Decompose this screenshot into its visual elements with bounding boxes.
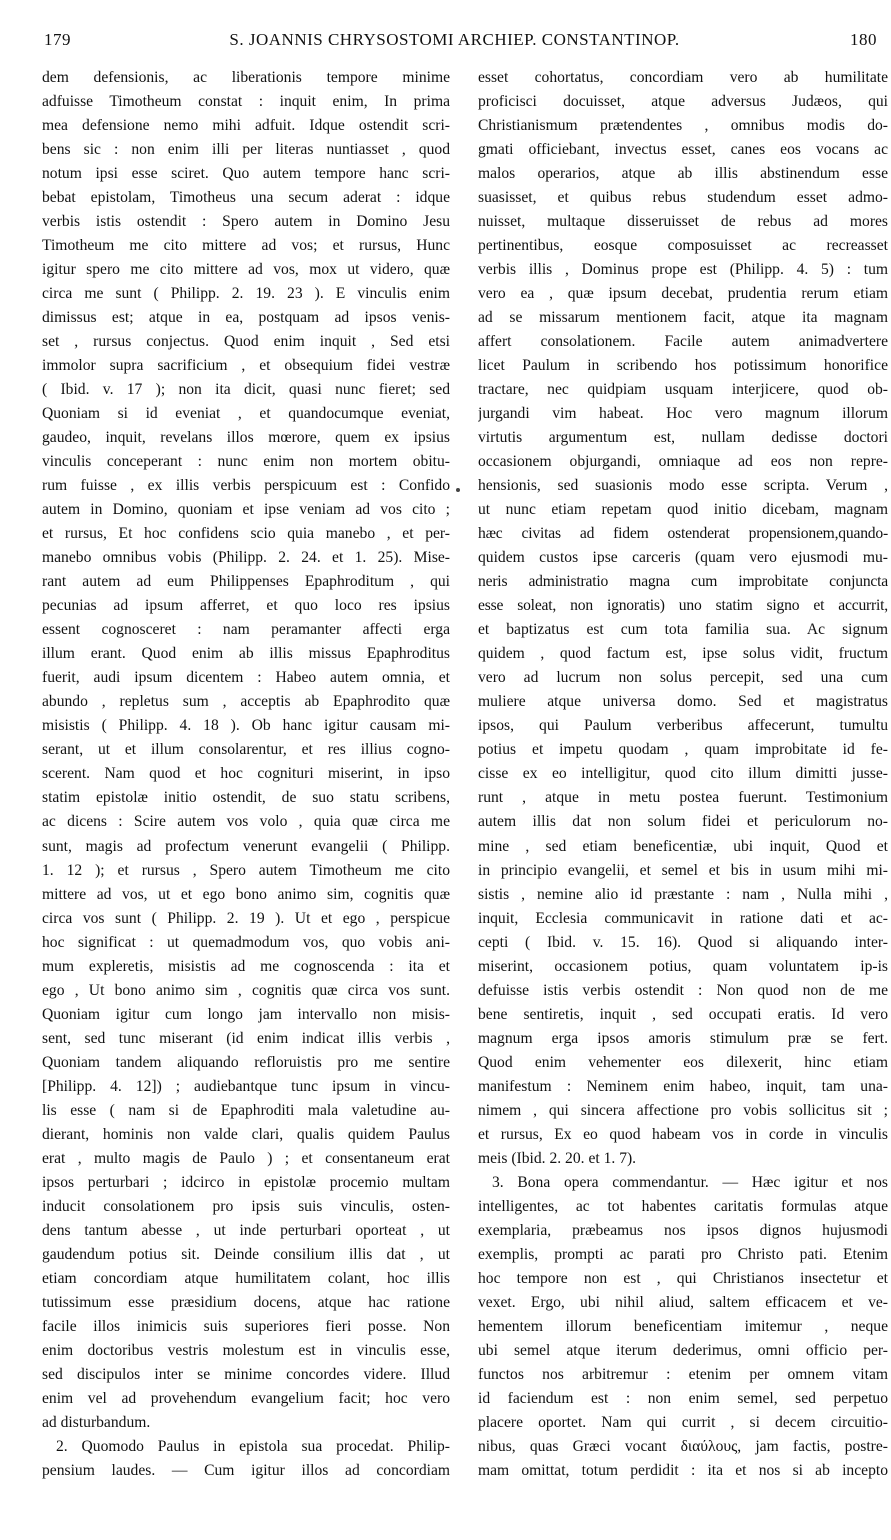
- text-line: hæc civitas ad fidem ostenderat propensionem,quando-: [478, 525, 888, 543]
- text-line: virtutis argumentum est, nullam dedisse doctori: [478, 429, 888, 447]
- text-line: dimissus est; atque in ea, postquam ad ipsos venis-: [42, 309, 450, 327]
- text-line: exemplaria, præbeamus nos ipsos dignos hujusmodi: [478, 1221, 888, 1239]
- text-line: mea defensione nemo mihi adfuit. Idque ostendit scri-: [42, 117, 450, 135]
- text-line: nibus, quas Græci vocant διαύλους, jam factis, postre-: [478, 1437, 888, 1455]
- right-column: [478, 66, 888, 1483]
- text-line: lis esse ( nam si de Epaphroditi mala valetudine au-: [42, 1101, 450, 1119]
- text-line: magnum erga ipsos amoris stimulum præ se fert.: [478, 1029, 888, 1047]
- text-line: statim epistolæ initio ostendit, de suo statu scribens,: [42, 789, 450, 807]
- running-title: S. JOANNIS CHRYSOSTOMI ARCHIEP. CONSTANTINOP.: [229, 30, 680, 49]
- text-line: in principio evangelii, et semel et bis in usum mihi mi-: [478, 861, 888, 879]
- text-line: hementem illorum beneficentiam imitemur , neque: [478, 1317, 888, 1335]
- text-line: 1. 12 ); et rursus , Spero autem Timotheum me cito: [42, 861, 450, 879]
- text-line: hoc tempore non est , qui Christianos insectetur et: [478, 1269, 888, 1287]
- text-line: tractare, nec quidpiam usquam interjicere, quod ob-: [478, 381, 888, 399]
- text-line: facile illos inimicis suis superiores fieri posse. Non: [42, 1317, 450, 1335]
- text-line: circa me sunt ( Philipp. 2. 19. 23 ). E vinculis enim: [42, 285, 450, 303]
- text-line: quidem custos ipse carceris (quam vero ejusmodi mu-: [478, 549, 888, 567]
- text-line: neris administratio magna cum improbitate conjuncta: [478, 573, 888, 591]
- text-line: manebo omnibus vobis (Philipp. 2. 24. et 1. 25). Mise-: [42, 549, 450, 567]
- text-line: Quoniam tandem aliquando refloruistis pro me sentire: [42, 1053, 450, 1071]
- text-line: adfuisse Timotheum constat : inquit enim, In prima: [42, 93, 450, 111]
- text-line: cepti ( Ibid. v. 15. 16). Quod si aliquando inter-: [478, 933, 888, 951]
- text-line: mine , sed etiam beneficentiæ, ubi inquit, Quod et: [478, 837, 888, 855]
- text-line: quidem , quod factum est, ipse solus vidit, fructum: [478, 645, 888, 663]
- text-line: ipsos perturbari ; idcirco in epistolæ procemio multam: [42, 1173, 450, 1191]
- text-line: vexet. Ergo, ubi nihil aliud, saltem efficacem et ve-: [478, 1293, 888, 1311]
- page-number-right: 180: [850, 30, 877, 49]
- text-line: occasionem objurgandi, omniaque ad eos non repre-: [478, 453, 888, 471]
- text-line: inducit consolationem pro ipsis suis vinculis, osten-: [42, 1197, 450, 1215]
- text-line: circa vos sunt ( Philipp. 2. 19 ). Ut et ego , perspicue: [42, 909, 450, 927]
- text-line: functos nos arbitremur : etenim per omnem vitam: [478, 1365, 888, 1383]
- text-line: et rursus, Ex eo quod habeam vos in corde in vinculis: [478, 1125, 888, 1143]
- page-number-left: 179: [44, 30, 71, 49]
- text-line: vero ad lucrum non solus percepit, sed una cum: [478, 669, 888, 687]
- text-line: Quoniam igitur cum longo jam intervallo non misis-: [42, 1005, 450, 1023]
- text-line: et rursus, Et hoc confidens scio quia manebo , et per-: [42, 525, 450, 543]
- text-line: hoc significat : ut quemadmodum vos, quo vobis ani-: [42, 933, 450, 951]
- text-line: defuisse istis verbis ostendit : Non quod non de me: [478, 981, 888, 999]
- text-line: mam omittat, totum perdidit : ita et nos si ab incepto: [478, 1461, 888, 1479]
- text-line: pertinentibus, eosque composuisset ac recreasset: [478, 237, 888, 255]
- text-line: gaudendum potius sit. Deinde consilium illis dat , ut: [42, 1245, 450, 1263]
- text-line: rum fuisse , ex illis verbis perspicuum est : Confido: [42, 477, 450, 495]
- text-line: jurgandi vim habeat. Hoc vero magnum illorum: [478, 405, 888, 423]
- text-line: set , rursus conjectus. Quod enim inquit , Sed etsi: [42, 333, 450, 351]
- text-line: manifestum : Neminem enim habeo, inquit, tam una-: [478, 1077, 888, 1095]
- text-line: sistis , nemine alio id præstante : nam , Nulla mihi ,: [478, 885, 888, 903]
- text-line: intelligentes, ac tot habentes caritatis formulas atque: [478, 1197, 888, 1215]
- text-line: ego , Ut bono animo sim , cognitis quæ circa vos sunt.: [42, 981, 450, 999]
- text-line: gmati officiebant, invectus esset, canes eos vocans ac: [478, 141, 888, 159]
- text-line: ad disturbandum.: [42, 1413, 151, 1431]
- text-line: suasisset, et quibus rebus studendum esset admo-: [478, 189, 888, 207]
- text-line: Quod enim vehementer eos dilexerit, hinc etiam: [478, 1053, 888, 1071]
- text-line: pensium laudes. — Cum igitur illos ad concordiam: [42, 1461, 450, 1479]
- text-line: ipsos, qui Paulum verberibus affecerunt, tumultu: [478, 717, 888, 735]
- text-line: ac dicens : Scire autem vos volo , quia quæ circa me: [42, 813, 450, 831]
- text-line: inquit, Ecclesia communicavit in ratione dati et ac-: [478, 909, 888, 927]
- running-header: [32, 30, 877, 58]
- text-line: esset cohortatus, concordiam vero ab humilitate: [478, 69, 888, 86]
- text-line: et baptizatus est cum tota familia sua. Ac signum: [478, 621, 888, 639]
- text-line: cisse ex eo intelligitur, quod cito illum dimitti jusse-: [478, 765, 888, 783]
- text-line: ubi semel atque iterum dederimus, omni officio per-: [478, 1341, 888, 1359]
- printer-mark: [456, 488, 460, 492]
- text-line: miserint, occasionem potius, quam voluntatem ip-is: [478, 957, 888, 975]
- text-line: affert consolationem. Facile autem animadvertere: [478, 333, 888, 351]
- text-line: sunt, magis ad profectum venerunt evangelii ( Philipp.: [42, 837, 450, 855]
- text-line: igitur spero me cito mittere ad vos, mox ut videro, quæ: [42, 261, 450, 279]
- text-line: verbis istis ostendit : Spero autem in Domino Jesu: [42, 213, 450, 231]
- text-line: bebat epistolam, Timotheus una secum aderat : idque: [42, 189, 450, 207]
- text-line: mittere ad vos, ut et ego bono animo sim, cognitis quæ: [42, 885, 450, 903]
- text-line: enim vel ad provehendum evangelium facit; hoc vero: [42, 1389, 450, 1407]
- text-line: id faciendum est : non enim semel, sed perpetuo: [478, 1389, 888, 1407]
- text-line: potius et impetu quodam , quam improbitate id fe-: [478, 741, 888, 759]
- text-line: fuerit, audi ipsum dicentem : Habeo autem omnia, et: [42, 669, 450, 687]
- text-line: proficisci docuisset, atque adversus Judæos, qui: [478, 93, 888, 111]
- text-line: mum expleretis, misistis ad me cognoscenda : ita et: [42, 957, 450, 975]
- text-line: hensionis, sed suasionis modo esse scripta. Verum ,: [478, 477, 888, 495]
- text-line: licet Paulum in scribendo hos potissimum honorifice: [478, 357, 888, 375]
- text-line: illum erant. Quod enim ab illis missus Epaphroditus: [42, 645, 450, 663]
- text-line: Timotheum me cito mittere ad vos; et rursus, Hunc: [42, 237, 450, 255]
- left-column: [42, 66, 450, 1483]
- text-line: autem in Domino, quoniam et ipse veniam ad vos cito ;: [42, 501, 450, 519]
- text-line: rant autem ad eum Philippenses Epaphroditum , qui: [42, 573, 450, 591]
- text-line: scerent. Nam quod et hoc cognituri miserint, in ipso: [42, 765, 450, 783]
- text-line: dierant, hominis non valde clari, qualis quidem Paulus: [42, 1125, 450, 1143]
- text-line: muliere atque universa domo. Sed et magistratus: [478, 693, 888, 711]
- text-line: nimem , qui sincera affectione pro vobis sollicitus sit ;: [478, 1101, 888, 1119]
- text-line: gaudeo, inquit, revelans illos mœrore, quem ex ipsius: [42, 429, 450, 447]
- text-line: vero ea , quæ ipsum decebat, prudentia rerum etiam: [478, 285, 888, 303]
- text-line: malos operarios, atque ab illis abstinendum esse: [478, 165, 888, 183]
- text-line: esse soleat, non ignoratis) uno statim signo et accurrit,: [478, 597, 888, 615]
- text-line: erat , multo magis de Paulo ) ; et consentaneum erat: [42, 1149, 450, 1167]
- text-line: ( Ibid. v. 17 ); non ita dicit, quasi nunc fieret; sed: [42, 381, 450, 399]
- text-line: bene sentiretis, inquit , sed occupati eratis. Id vero: [478, 1005, 888, 1023]
- text-line: autem illis dat non solum fidei et periculorum no-: [478, 813, 888, 831]
- text-line: placere oportet. Nam qui currit , si decem circuitio-: [478, 1413, 888, 1431]
- text-line: notum ipsi esse sciret. Quo autem tempore hanc scri-: [42, 165, 450, 183]
- text-line: vinculis conceperant : nunc enim non mortem obitu-: [42, 453, 450, 471]
- text-line: dem defensionis, ac liberationis tempore minime: [42, 69, 450, 86]
- text-line: dens tantum abesse , ut inde perturbari oporteat , ut: [42, 1221, 450, 1239]
- text-line: etiam concordiam atque humilitatem colant, hoc illis: [42, 1269, 450, 1287]
- text-line: 2. Quomodo Paulus in epistola sua procedat. Philip-: [56, 1437, 450, 1455]
- text-line: ad se missarum mentionem facit, atque ita magnam: [478, 309, 888, 327]
- text-line: essent cognosceret : nam peramanter affecti erga: [42, 621, 450, 639]
- text-line: tutissimum esse præsidium docens, atque hac ratione: [42, 1293, 450, 1311]
- text-line: pecunias ad ipsum afferret, et quo loco res ipsius: [42, 597, 450, 615]
- text-line: immolor supra sacrificium , et obsequium fidei vestræ: [42, 357, 450, 375]
- text-line: runt , atque in metu postea fuerunt. Testimonium: [478, 789, 888, 807]
- text-line: enim doctoribus vestris molestum est in vinculis esse,: [42, 1341, 450, 1359]
- text-line: nuisset, multaque disseruisset de rebus ad mores: [478, 213, 888, 231]
- text-line: bens sic : non enim illi per literas nuntiasset , quod: [42, 141, 450, 159]
- text-line: abundo , repletus sum , acceptis ab Epaphrodito quæ: [42, 693, 450, 711]
- text-line: [Philipp. 4. 12]) ; audiebantque tunc ipsum in vincu-: [42, 1077, 450, 1095]
- text-line: sent, sed tunc miserant (id enim indicat illis verbis ,: [42, 1029, 450, 1047]
- text-line: serant, ut et illum consolarentur, et res illius cogno-: [42, 741, 450, 759]
- text-line: meis (Ibid. 2. 20. et 1. 7).: [478, 1149, 637, 1167]
- text-line: misistis ( Philipp. 4. 18 ). Ob hanc igitur causam mi-: [42, 717, 450, 735]
- text-line: 3. Bona opera commendantur. — Hæc igitur et nos: [492, 1173, 888, 1191]
- text-line: exemplis, prompti ac parati pro Christo pati. Etenim: [478, 1245, 888, 1263]
- text-line: Christianismum prætendentes , omnibus modis do-: [478, 117, 888, 135]
- text-line: Quoniam si id eveniat , et quandocumque eveniat,: [42, 405, 450, 423]
- text-line: ut nunc etiam repetam quod initio dicebam, magnam: [478, 501, 888, 519]
- text-line: verbis illis , Dominus prope est (Philipp. 4. 5) : tum: [478, 261, 888, 279]
- text-line: sed discipulos inter se minime concordes videre. Illud: [42, 1365, 450, 1383]
